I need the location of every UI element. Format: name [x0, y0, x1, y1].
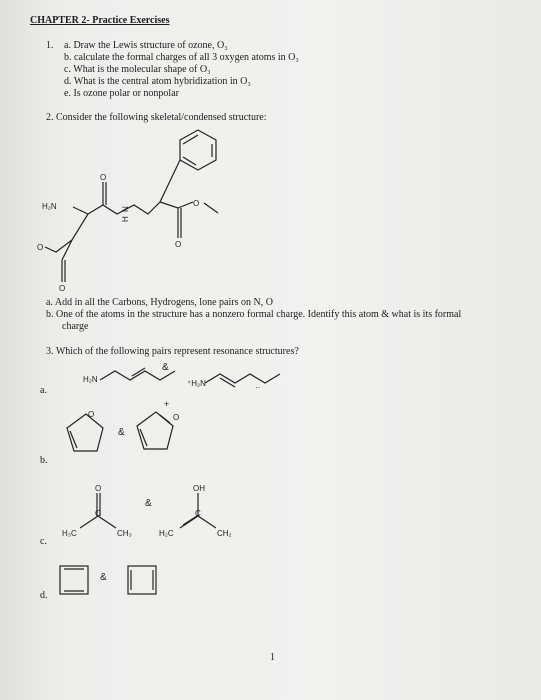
q3-label-c: c.	[40, 536, 47, 547]
methylene-label: CH₂	[217, 529, 232, 538]
page-number: 1	[270, 652, 275, 663]
amine-label: H₂N	[42, 202, 57, 211]
carbon-chain-bond	[73, 160, 180, 214]
ampersand: &	[100, 572, 107, 583]
methyl-label: H₃C	[62, 529, 77, 538]
nitrogen-label: N	[121, 206, 130, 212]
q2-part-b: b. One of the atoms in the structure has a nonzero formal charge. Identify this atom & what is its formal	[46, 309, 462, 320]
q1-number: 1.	[46, 40, 54, 51]
oxygen-label: O	[59, 284, 66, 293]
carbon-chain-bond	[62, 240, 72, 260]
ampersand: &	[162, 362, 169, 373]
carbon-chain-bond	[45, 214, 88, 252]
benzene-ring	[180, 130, 216, 170]
methyl-bond	[204, 203, 218, 213]
cyclobutadiene-square	[60, 566, 88, 594]
lone-pair-dots: ··	[255, 383, 261, 392]
q2-part-b-continued: charge	[62, 321, 89, 332]
ampersand: &	[145, 498, 152, 509]
q3-label-a: a.	[40, 385, 47, 396]
furan-ring	[67, 414, 103, 451]
ampersand: &	[118, 427, 125, 438]
furan-ring	[137, 412, 173, 449]
methylene-label: H₂C	[159, 529, 174, 538]
ring-double-bond	[183, 135, 198, 144]
oxygen-label: O	[100, 173, 107, 182]
q1-part-a: a. Draw the Lewis structure of ozone, O₃	[64, 40, 228, 51]
oxygen-label: O	[193, 199, 200, 208]
ammonium-label: ⁺H₂N	[187, 379, 206, 388]
oxygen-label: O	[173, 413, 180, 422]
page-title: CHAPTER 2- Practice Exercises	[30, 15, 170, 26]
hydrogen-label: H	[121, 216, 130, 222]
oxygen-label: O	[88, 410, 95, 419]
diene-bond	[205, 374, 280, 383]
positive-charge-label: +	[164, 399, 170, 409]
double-bond	[220, 378, 235, 387]
q2-prompt: 2. Consider the following skeletal/condensed structure:	[46, 112, 267, 123]
q3-label-b: b.	[40, 455, 48, 466]
oxygen-label: O	[95, 484, 102, 493]
amine-label: H₂N	[83, 375, 98, 384]
q2-part-a: a. Add in all the Carbons, Hydrogens, lone pairs on N, O	[46, 297, 273, 308]
carbon-label: C	[195, 509, 201, 518]
q1-part-e: e. Is ozone polar or nonpolar	[64, 88, 179, 99]
oxygen-label: O	[37, 243, 44, 252]
q1-part-d: d. What is the central atom hybridization in O₃	[64, 76, 251, 87]
methyl-label: CH₃	[117, 529, 132, 538]
q3-prompt: 3. Which of the following pairs represent resonance structures?	[46, 346, 299, 357]
ring-double-bond	[183, 157, 196, 165]
hydroxyl-label: OH	[193, 484, 205, 493]
oxygen-label: O	[175, 240, 182, 249]
carbon-label: C	[95, 509, 101, 518]
ester-bond	[160, 202, 193, 208]
cyclobutadiene-square	[128, 566, 156, 594]
q3-label-d: d.	[40, 590, 48, 601]
q1-part-c: c. What is the molecular shape of O₃	[64, 64, 211, 75]
q1-part-b: b. calculate the formal charges of all 3 oxygen atoms in O₃	[64, 52, 299, 63]
double-bond	[160, 415, 170, 423]
